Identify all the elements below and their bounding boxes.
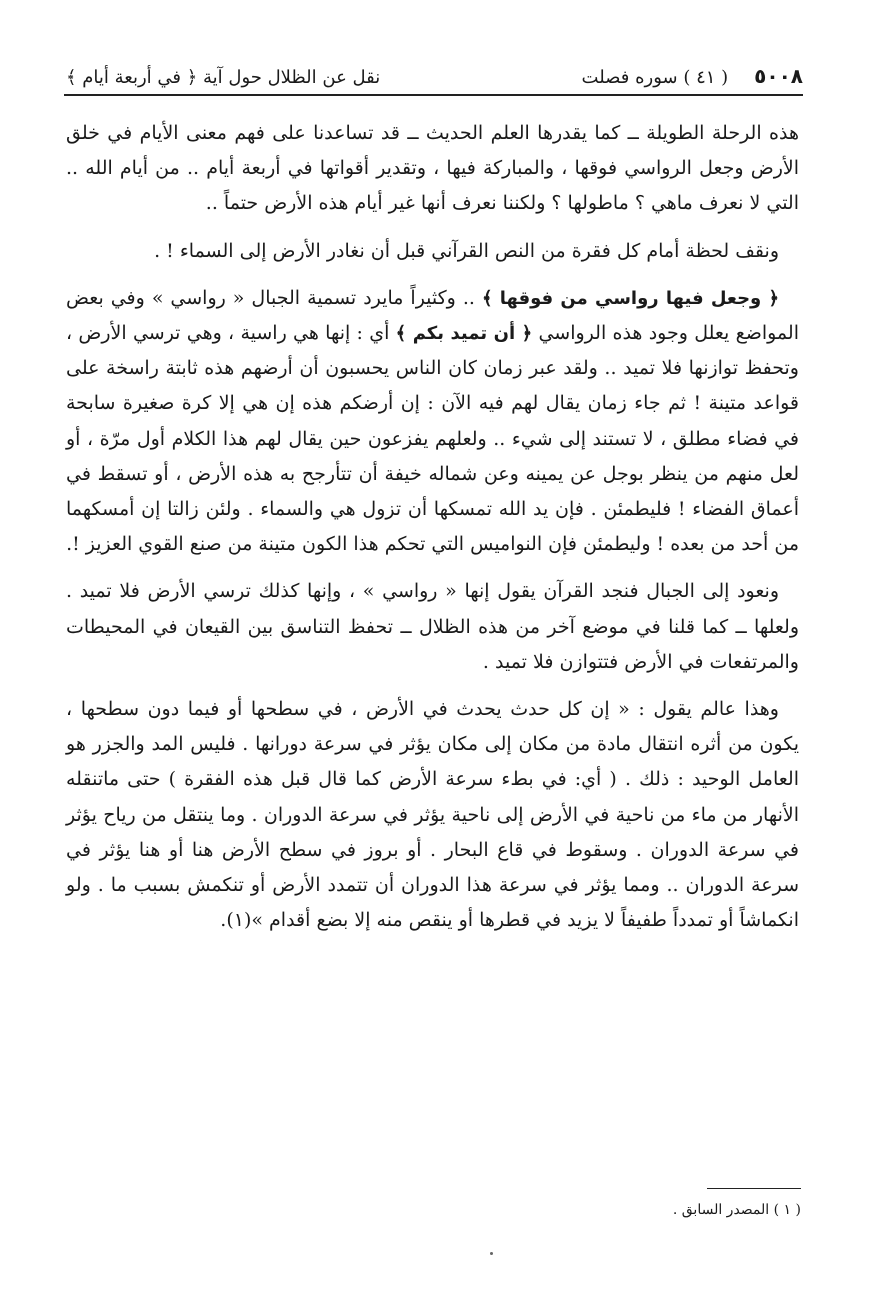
footnote: ( ١ ) المصدر السابق . xyxy=(672,1202,801,1218)
paragraph-2: ونقف لحظة أمام كل فقرة من النص القرآني قبل أن نغادر الأرض إلى السماء ! . xyxy=(154,239,779,262)
page-number: ٥٠٠٨ xyxy=(754,64,803,88)
paragraph-3 xyxy=(66,281,799,563)
footnote-rule xyxy=(707,1188,801,1189)
page-header xyxy=(66,52,803,88)
main-text xyxy=(66,116,799,950)
surah-label: ( ٤١ ) سوره فصلت xyxy=(581,67,729,88)
quran-verse: ﴿ وجعل فيها رواسي من فوقها ﴾ xyxy=(481,287,779,309)
header-rule xyxy=(64,94,803,96)
page-speck xyxy=(490,1252,493,1255)
paragraph-text: أي : إنها هي راسية ، وهي ترسي الأرض ، وتحفظ توازنها فلا تميد .. ولقد عبر زمان كان الناس يحسبون أن أرضهم هذه ثابتة راسخة على قواعد متينة ! ثم جاء زمان يقال لهم فيه الآن : إن أرضكم هذه إن هي إلا كرة صغيرة سابحة في فضاء مطلق ، لا تستند إلى شيء .. ولعلهم يفزعون حين يقال لهم هذا الكلام أول مرّة ، أو لعل منهم من ينظر بوجل عن يمينه وعن شماله خيفة أن تتأرجح به هذه الأرض ، أو تسقط في أعماق الفضاء ! فليطمئن . فإن يد الله تمسكها أن تزول هي والسماء . ولئن زالتا إن أمسكهما من أحد من بعده ! وليطمئن فإن النواميس التي تحكم هذا الكون متينة من صنع القوي العزيز !. xyxy=(66,322,799,556)
paragraph-text: .. وكثيراً مايرد تسمية الجبال « رواسي » وفي بعض المواضع يعلل وجود هذه الرواسي xyxy=(66,286,799,345)
running-title: نقل عن الظلال حول آية ﴿ في أربعة أيام ﴾ xyxy=(66,67,381,88)
paragraph-5: وهذا عالم يقول : « إن كل حدث يحدث في الأرض ، في سطحها أو فيما دون سطحها ، يكون من أثره انتقال مادة من مكان إلى مكان يؤثر في سرعة دورانها . فليس المد والجزر هو العامل الوحيد : ذلك . ( أي: في بطء سرعة الأرض كما قال قبل هذه الفقرة ) حتى ماتنقله الأنهار من ماء من ناحية في الأرض إلى ناحية يؤثر في سرعة الدوران . وما ينتقل من رياح يؤثر في سرعة الدوران . وسقوط في قاع البحار . أو بروز في سطح الأرض هنا أو هنا يؤثر في سرعة الدوران .. ومما يؤثر في سرعة هذا الدوران أن تتمدد الأرض أو تنكمش بسبب ما . ولو انكماشاً أو تمدداً طفيفاً لا يزيد في قطرها أو ينقص منه إلا بضع أقدام »(١). xyxy=(66,698,799,932)
quran-verse: ﴿ أن تميد بكم ﴾ xyxy=(395,323,533,345)
paragraph-4: ونعود إلى الجبال فنجد القرآن يقول إنها « رواسي » ، وإنها كذلك ترسي الأرض فلا تميد . ولعلها ــ كما قلنا في موضع آخر من هذه الظلال ــ تحفظ التناسق بين القيعان في المحيطات والمرتفعات في الأرض فتتوازن فلا تميد . xyxy=(66,580,799,673)
header-right-group xyxy=(582,64,803,88)
paragraph-1: هذه الرحلة الطويلة ــ كما يقدرها العلم الحديث ــ قد تساعدنا على فهم معنى الأيام في خلق الأرض وجعل الرواسي فوقها ، والمباركة فيها ، وتقدير أقواتها في أربعة أيام .. من أيام الله .. التي لا نعرف ماهي ؟ ماطولها ؟ ولكننا نعرف أنها غير أيام هذه الأرض حتماً .. xyxy=(66,122,799,215)
